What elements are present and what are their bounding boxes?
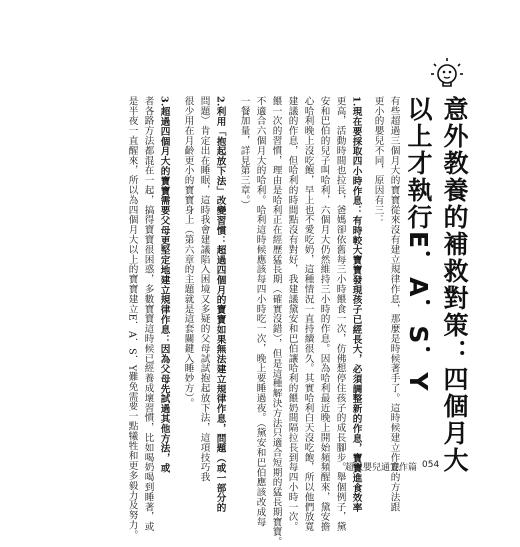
body-column: 有些超過三個月大的寶寶從來沒有建立規律作息，那麼是時候著手了。這時候建立作息的方法跟: [388, 96, 400, 512]
body-column: 1.現在要採取四小時作息：有時較大寶寶發現孩子已經長大，必須調整新的作息，寶寶進食效率: [350, 96, 362, 513]
footer-book-title: 超級嬰兒通實作篇: [345, 463, 418, 473]
body-column: 問題）肯定出在睡眠，這時我會建議陷入困境又多疑的父母試試抱起放下法，這項技巧我: [198, 96, 210, 483]
lightbulb-icon: [430, 58, 464, 92]
body-column: 心哈利晚上沒吃飽，早上也不愛吃奶，這種情況一直持續很久。其實哈利白天沒吃飽，所以他們放寬: [302, 96, 314, 532]
body-column: 3.超過四個月大的寶寶需要父母更堅定地建立規律作息：因為父母先試過其他方法，或: [158, 96, 170, 473]
section-title: 意外教養的補救對策：四個月大以上才執行E．A．S．Y: [404, 96, 469, 474]
page-number: 054: [422, 460, 440, 470]
body-column: 更高，活動時間也拉長，爸媽卻依舊每三小時餵食一次，仿佛想停住孩子的成長腳步。舉個例子，黛: [334, 96, 346, 532]
body-column: 很少用在月齡更小的寶寶身上（第六章的主題就是這套關鍵入睡妙方）。: [182, 96, 194, 408]
body-column: 一餐加量，詳見第三章。）: [238, 96, 250, 210]
body-column: 更小的嬰兒不同，原因有三：: [372, 96, 384, 225]
body-column: 餵一次的習慣，理由是哈利正在經歷猛長期（確實沒錯），但是這種解決方法只適合短期的猛長期寶寶。: [270, 96, 282, 547]
body-column: 者各路方法都混在一起，搞得寶寶很困惑，多數寶寶這時候已經養成壞習慣，比如喝奶喝到睡著，或: [142, 96, 154, 532]
body-column: 安和巴伯的兒子叫哈利，六個月大仍然維持三小時的作息。因為哈利最近晚上開始頻頻醒來，黛安擔: [318, 96, 330, 532]
body-column: 不適合六個月大的哈利。哈利這時候應該每四小時吃一次，晚上要睡過夜。（黛安和巴伯應該改成每: [254, 96, 266, 527]
body-column: 2.利用「抱起放下法」改變習慣：超過四個月的寶寶如果無法建立規律作息，問題（或一部分的: [214, 96, 226, 513]
body-column: 建議的作息，但哈利的時間點沒有對好，我建議黛安和巴伯讓哈利的餵奶間隔拉長到每四小時一次。: [286, 96, 298, 532]
body-column: 是半夜一直醒來，所以為四個月大以上的寶寶建立E．A．S．Y難免需要一點犧牲和更多毅力及努力。: [126, 96, 138, 540]
